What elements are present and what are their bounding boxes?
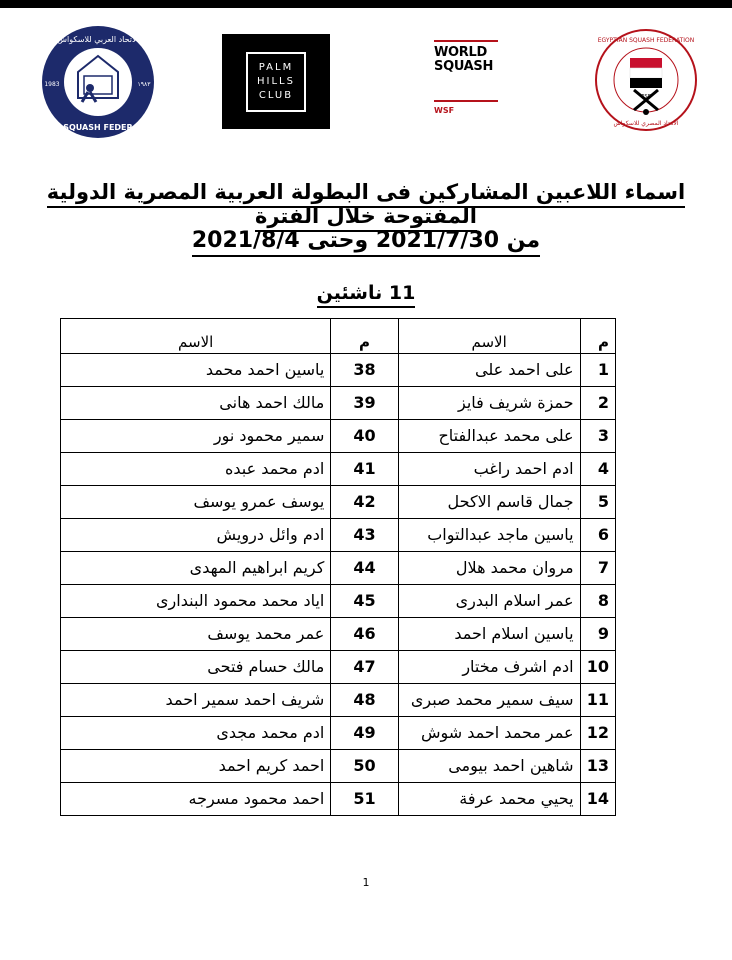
table-header-row (61, 319, 616, 354)
table-row (61, 750, 616, 783)
header-name-1: الاسم (398, 319, 580, 354)
table-row (61, 684, 616, 717)
palm-hills-club-logo (222, 34, 330, 129)
table-row (61, 453, 616, 486)
esf-abbr: ESF (641, 94, 651, 100)
row-num-1: 7 (580, 552, 615, 585)
top-border (0, 0, 732, 8)
row-name-1: مروان محمد هلال (398, 552, 580, 585)
row-name-2: ياسين احمد محمد (61, 354, 331, 387)
asf-english-text: ARAB SQUASH FEDERATION (35, 123, 161, 132)
row-num-2: 51 (331, 783, 398, 816)
document-title (0, 180, 732, 228)
page-number: 1 (362, 876, 370, 889)
arab-squash-federation-logo (30, 22, 166, 142)
row-num-2: 41 (331, 453, 398, 486)
ws-line2: SQUASH (434, 59, 494, 74)
ws-bottom-bar (434, 100, 498, 102)
phc-line2: HILLS (257, 75, 295, 87)
date-range (0, 228, 732, 253)
row-name-2: شريف احمد سمير احمد (61, 684, 331, 717)
row-name-1: عمر اسلام البدرى (398, 585, 580, 618)
header-num-1: م (580, 319, 615, 354)
row-num-1: 14 (580, 783, 615, 816)
row-num-2: 49 (331, 717, 398, 750)
row-num-1: 5 (580, 486, 615, 519)
esf-arabic-text: الاتحاد المصري للاسكواش (613, 120, 679, 127)
row-name-1: على احمد على (398, 354, 580, 387)
row-num-2: 46 (331, 618, 398, 651)
ws-abbr: WSF (434, 106, 455, 115)
phc-line1: PALM (258, 61, 294, 73)
players-table (60, 318, 616, 816)
world-squash-logo (430, 40, 500, 120)
row-name-2: اياد محمد محمود البندارى (61, 585, 331, 618)
row-name-1: ياسين اسلام احمد (398, 618, 580, 651)
category-label: 11 ناشئين (317, 282, 416, 308)
asf-year-right: ١٩٨٣ (137, 81, 151, 88)
row-name-1: عمر محمد احمد شوش (398, 717, 580, 750)
row-num-1: 8 (580, 585, 615, 618)
row-name-1: شاهين احمد بيومى (398, 750, 580, 783)
table-row (61, 618, 616, 651)
title-line2: من 2021/7/30 وحتى 2021/8/4 (192, 228, 540, 257)
row-name-2: احمد محمود مسرجه (61, 783, 331, 816)
esf-english-text: EGYPTIAN SQUASH FEDERATION (597, 37, 695, 44)
row-name-1: جمال قاسم الاكحل (398, 486, 580, 519)
table-row (61, 651, 616, 684)
row-num-1: 2 (580, 387, 615, 420)
row-name-2: ادم محمد عبده (61, 453, 331, 486)
egyptian-squash-federation-logo (594, 28, 698, 132)
row-name-2: احمد كريم احمد (61, 750, 331, 783)
row-num-1: 3 (580, 420, 615, 453)
row-name-2: ادم وائل درويش (61, 519, 331, 552)
row-name-1: على محمد عبدالفتاح (398, 420, 580, 453)
row-num-2: 40 (331, 420, 398, 453)
row-num-2: 44 (331, 552, 398, 585)
row-name-2: سمير محمود نور (61, 420, 331, 453)
row-name-2: مالك احمد هانى (61, 387, 331, 420)
asf-year-left: 1983 (44, 81, 60, 88)
table-row (61, 552, 616, 585)
row-num-2: 48 (331, 684, 398, 717)
table-body (61, 354, 616, 816)
row-name-1: ياسين ماجد عبدالتواب (398, 519, 580, 552)
row-num-2: 43 (331, 519, 398, 552)
row-num-2: 39 (331, 387, 398, 420)
row-name-2: ادم محمد مجدى (61, 717, 331, 750)
row-num-2: 50 (331, 750, 398, 783)
row-name-2: كريم ابراهيم المهدى (61, 552, 331, 585)
row-name-1: ادم اشرف مختار (398, 651, 580, 684)
table-row (61, 420, 616, 453)
ws-line1: WORLD (434, 45, 487, 60)
row-name-1: سيف سمير محمد صبرى (398, 684, 580, 717)
row-num-2: 45 (331, 585, 398, 618)
row-num-2: 47 (331, 651, 398, 684)
header-num-2: م (331, 319, 398, 354)
title-line1: اسماء اللاعبين المشاركين فى البطولة العربية المصرية الدولية المفتوحة خلال الفترة (47, 180, 685, 232)
table-row (61, 717, 616, 750)
table-row (61, 486, 616, 519)
row-name-2: يوسف عمرو يوسف (61, 486, 331, 519)
row-num-2: 38 (331, 354, 398, 387)
ws-top-bar (434, 40, 498, 42)
row-name-1: يحيي محمد عرفة (398, 783, 580, 816)
row-num-1: 1 (580, 354, 615, 387)
header-name-2: الاسم (61, 319, 331, 354)
row-name-1: ادم احمد راغب (398, 453, 580, 486)
table-row (61, 519, 616, 552)
row-name-1: حمزة شريف فايز (398, 387, 580, 420)
table-row (61, 783, 616, 816)
row-num-1: 6 (580, 519, 615, 552)
row-num-1: 10 (580, 651, 615, 684)
category-heading (0, 282, 732, 304)
row-num-1: 11 (580, 684, 615, 717)
row-num-2: 42 (331, 486, 398, 519)
row-num-1: 4 (580, 453, 615, 486)
row-num-1: 12 (580, 717, 615, 750)
table-row (61, 354, 616, 387)
row-name-2: مالك حسام فتحى (61, 651, 331, 684)
phc-line3: CLUB (258, 89, 294, 101)
row-num-1: 9 (580, 618, 615, 651)
table-row (61, 585, 616, 618)
table-row (61, 387, 616, 420)
row-name-2: عمر محمد يوسف (61, 618, 331, 651)
asf-arabic-text: الاتحاد العربي للاسكواش (57, 35, 139, 44)
row-num-1: 13 (580, 750, 615, 783)
